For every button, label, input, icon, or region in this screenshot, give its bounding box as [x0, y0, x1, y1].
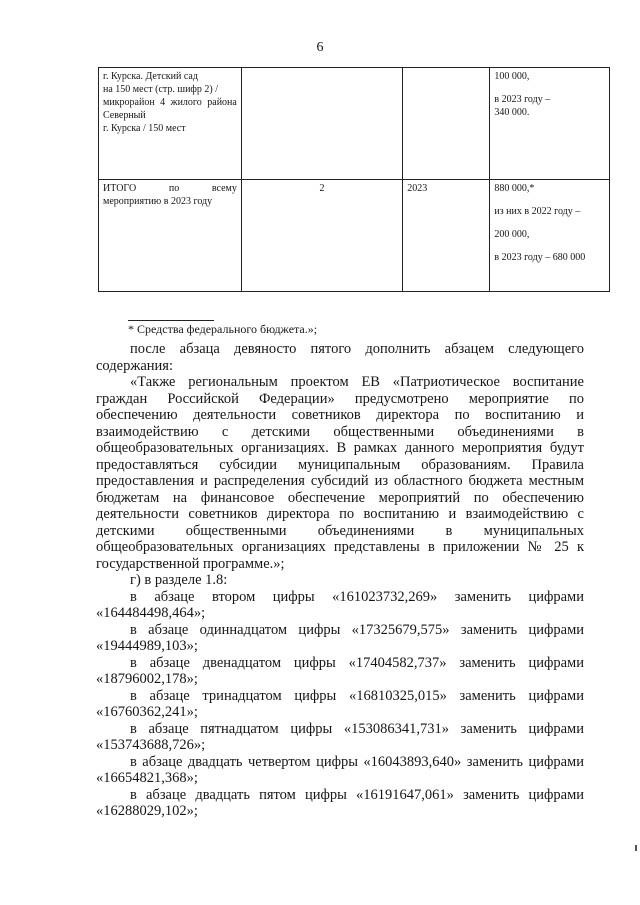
cell-text: 340 000. [494, 107, 530, 118]
cell-text: микрорайон 4 жилого района Северный [103, 97, 237, 121]
cell-text: из них в 2022 году – [494, 206, 581, 217]
cell-text: г. Курска. Детский сад [103, 71, 198, 82]
paragraph-amendment: в абзаце двадцать пятом цифры «16191647,061» заменить цифрами «16288029,102»; [96, 786, 584, 819]
paragraph-amendment: в абзаце двенадцатом цифры «17404582,737» заменить цифрами «18796002,178»; [96, 654, 584, 687]
paragraph-intro: после абзаца девяносто пятого дополнить абзацем следующего содержания: [96, 341, 584, 374]
cell-text: в 2023 году – [494, 94, 551, 105]
table-cell-name [99, 180, 242, 292]
table-cell-amount [490, 180, 610, 292]
paragraph-amendment: в абзаце пятнадцатом цифры «153086341,731» заменить цифрами «153743688,726»; [96, 720, 584, 753]
activity-table [98, 67, 610, 292]
cell-text: в 2023 году – 680 000 [494, 252, 586, 263]
table-cell-count: 2 [241, 180, 402, 292]
paragraph-quote: «Также региональным проектом ЕВ «Патриотическое воспитание граждан Российской Федерации» предусмотрено мероприятие по обеспечению деятельности советников директора по воспитанию и взаимодействию с детскими общественными объединениями в общеобразовательных организациях. В рамках данного мероприятия будут предоставляться субсидии муниципальным образованиям. Правила предоставления и распределения субсидий из областного бюджета местным бюджетам на финансовое обеспечение мероприятий по обеспечению деятельности советников директора по воспитанию и взаимодействию с детскими общественными объединениями в муниципальных общеобразовательных организациях представлены в приложении № 25 к государственной программе.»; [96, 374, 584, 572]
cell-text: 100 000, [494, 71, 530, 82]
table-row [99, 180, 610, 292]
table-cell-amount [490, 68, 610, 180]
scan-edge-mark [635, 845, 637, 851]
paragraph-amendment: в абзаце одиннадцатом цифры «17325679,575» заменить цифрами «19444989,103»; [96, 621, 584, 654]
cell-text: на 150 мест (стр. шифр 2) / [103, 84, 219, 95]
page-number: 6 [316, 40, 324, 55]
table-cell-year [403, 68, 490, 180]
table-cell-name [99, 68, 242, 180]
paragraph-amendment: в абзаце тринадцатом цифры «16810325,015» заменить цифрами «16760362,241»; [96, 687, 584, 720]
footnote: * Средства федерального бюджета.»; [128, 322, 318, 336]
paragraph-section: г) в разделе 1.8: [130, 572, 228, 588]
document-body [96, 341, 584, 820]
cell-text: 880 000,* [494, 183, 535, 194]
footnote-divider [128, 320, 214, 321]
paragraph-amendment: в абзаце втором цифры «161023732,269» заменить цифрами «164484498,464»; [96, 588, 584, 621]
cell-text: 200 000, [494, 229, 530, 240]
table-row [99, 68, 610, 180]
table-cell-year: 2023 [403, 180, 490, 292]
cell-text: г. Курска / 150 мест [103, 123, 186, 134]
cell-text: ИТОГО по всему мероприятию в 2023 году [103, 183, 237, 207]
table-cell-count [241, 68, 402, 180]
paragraph-amendment: в абзаце двадцать четвертом цифры «16043893,640» заменить цифрами «16654821,368»; [96, 753, 584, 786]
